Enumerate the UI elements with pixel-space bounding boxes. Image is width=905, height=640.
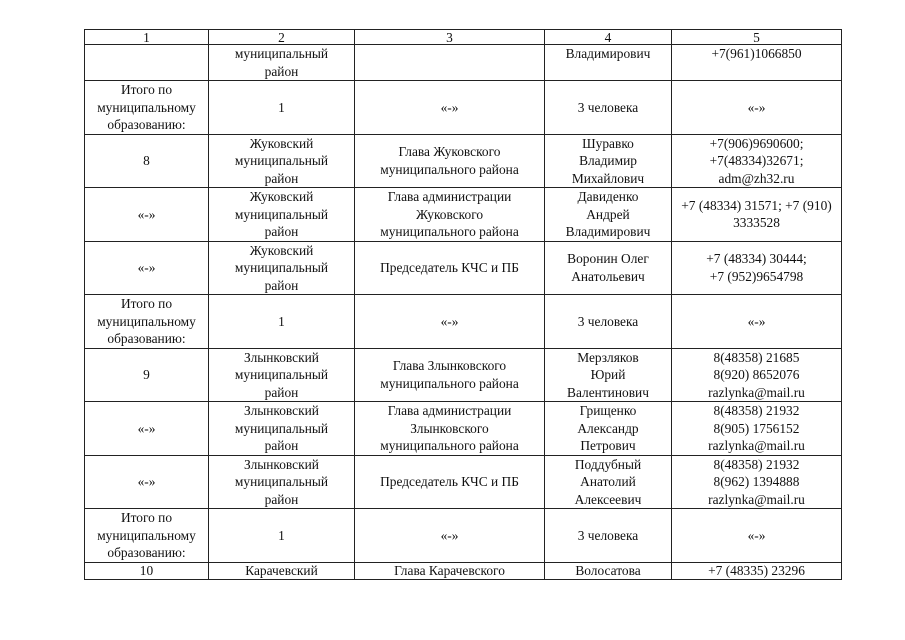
person-name-cell	[545, 509, 672, 563]
cell-line: «-»	[137, 206, 156, 222]
contacts-cell	[672, 295, 842, 349]
person-name-cell	[545, 295, 672, 349]
position-cell	[355, 188, 545, 242]
number-cell	[85, 188, 209, 242]
cell-line: 10	[139, 563, 154, 578]
cell-line: razlynka@mail.ru	[708, 438, 805, 453]
cell-line: Александр	[577, 420, 639, 436]
cell-line: Анатольевич	[571, 268, 645, 284]
cell-line: 1	[278, 99, 285, 115]
table-row	[85, 509, 842, 563]
person-name-cell	[545, 402, 672, 456]
person-name-cell	[545, 241, 672, 295]
cell-line: муниципальный	[234, 474, 329, 489]
table-row	[85, 295, 842, 349]
cell-line: Волосатова	[575, 563, 641, 578]
cell-line: Жуковского	[415, 206, 484, 222]
cell-line: муниципального района	[380, 438, 519, 453]
cell-line: «-»	[747, 527, 766, 543]
district-cell	[209, 402, 355, 456]
cell-line: образованию:	[107, 545, 186, 560]
cell-line: 8(48358) 21685	[713, 349, 800, 365]
contacts-table	[84, 29, 842, 580]
cell-line: Итого по	[120, 510, 173, 525]
table-row	[85, 81, 842, 135]
cell-line: +7 (48334) 30444;	[706, 251, 807, 267]
person-name-cell	[545, 562, 672, 579]
cell-line: Поддубный	[574, 456, 642, 472]
cell-line: 8(48358) 21932	[713, 456, 800, 472]
cell-line: район	[264, 277, 299, 293]
cell-line: район	[264, 384, 299, 400]
cell-line: район	[264, 63, 299, 79]
cell-line: 1	[278, 527, 285, 543]
number-cell	[85, 562, 209, 579]
cell-line: Петрович	[580, 438, 636, 453]
cell-line: +7(961)1066850	[711, 46, 802, 61]
district-cell	[209, 45, 355, 81]
cell-line: 3 человека	[577, 99, 639, 115]
cell-line: +7 (952)9654798	[709, 268, 804, 284]
position-cell	[355, 562, 545, 579]
cell-line: район	[264, 170, 299, 186]
person-name-cell	[545, 455, 672, 509]
cell-line: 3333528	[733, 215, 780, 231]
header-col-1: 1	[85, 30, 209, 45]
cell-line: муниципальный	[234, 367, 329, 382]
contacts-cell	[672, 402, 842, 456]
contacts-cell	[672, 509, 842, 563]
contacts-cell	[672, 348, 842, 402]
cell-line: Итого по	[120, 82, 173, 97]
district-cell	[209, 295, 355, 349]
position-cell	[355, 509, 545, 563]
cell-line: Злынковский	[244, 456, 319, 472]
table-row	[85, 134, 842, 188]
cell-line: образованию:	[107, 117, 186, 132]
cell-line: Жуковский	[249, 189, 314, 204]
number-cell	[85, 509, 209, 563]
contacts-cell	[672, 188, 842, 242]
cell-line: Глава администрации	[387, 403, 512, 418]
contacts-cell	[672, 562, 842, 579]
cell-line: «-»	[747, 99, 766, 115]
cell-line: Валентинович	[567, 384, 649, 400]
number-cell	[85, 295, 209, 349]
cell-line	[674, 63, 839, 81]
district-cell	[209, 81, 355, 135]
cell-line: Михайлович	[571, 170, 645, 186]
table-row	[85, 455, 842, 509]
person-name-cell	[545, 348, 672, 402]
position-cell	[355, 134, 545, 188]
position-cell	[355, 348, 545, 402]
number-cell	[85, 348, 209, 402]
cell-line	[357, 54, 542, 72]
header-col-5: 5	[672, 30, 842, 45]
cell-line: +7 (48334) 31571; +7 (910)	[681, 197, 832, 213]
cell-line: Злынковского	[410, 420, 489, 436]
cell-line: муниципальный	[234, 420, 329, 436]
header-col-3: 3	[355, 30, 545, 45]
cell-line: Владимирович	[565, 46, 651, 61]
cell-line: +7(48334)32671;	[709, 153, 804, 168]
cell-line: район	[264, 438, 299, 453]
cell-line: муниципальному	[97, 527, 196, 543]
table-row	[85, 188, 842, 242]
cell-line: «-»	[440, 313, 459, 329]
header-row	[85, 30, 842, 45]
cell-line: «-»	[440, 99, 459, 115]
cell-line	[87, 54, 206, 72]
number-cell	[85, 455, 209, 509]
number-cell	[85, 402, 209, 456]
header-col-4: 4	[545, 30, 672, 45]
cell-line: Председатель КЧС и ПБ	[380, 474, 519, 489]
cell-line: «-»	[747, 313, 766, 329]
table-row	[85, 402, 842, 456]
cell-line: Жуковский	[249, 242, 314, 258]
person-name-cell	[545, 134, 672, 188]
position-cell	[355, 455, 545, 509]
district-cell	[209, 455, 355, 509]
cell-line: «-»	[137, 260, 156, 275]
cell-line: Шуравко	[582, 135, 634, 151]
cell-line: муниципальный	[234, 153, 329, 168]
person-name-cell	[545, 45, 672, 81]
cell-line: adm@zh32.ru	[718, 170, 795, 186]
cell-line: Алексеевич	[574, 491, 642, 507]
cell-line: Владимир	[579, 153, 637, 168]
contacts-cell	[672, 45, 842, 81]
number-cell	[85, 45, 209, 81]
table-row	[85, 241, 842, 295]
cell-line: 8	[143, 153, 150, 168]
cell-line: 8(905) 1756152	[713, 420, 800, 436]
cell-line: +7(906)9690600;	[709, 135, 804, 151]
cell-line: Давиденко	[577, 189, 639, 204]
cell-line: 3 человека	[577, 313, 639, 329]
cell-line: Мерзляков	[577, 349, 639, 365]
cell-line: муниципальному	[97, 313, 196, 329]
district-cell	[209, 241, 355, 295]
cell-line	[547, 63, 669, 81]
cell-line: Глава администрации	[387, 189, 512, 204]
district-cell	[209, 188, 355, 242]
cell-line: муниципальный	[234, 260, 329, 275]
cell-line: «-»	[137, 474, 156, 489]
cell-line: 8(920) 8652076	[713, 367, 800, 382]
cell-line: Грищенко	[579, 403, 637, 418]
position-cell	[355, 295, 545, 349]
cell-line: 3 человека	[577, 527, 639, 543]
cell-line: Андрей	[586, 206, 630, 222]
district-cell	[209, 562, 355, 579]
table-row	[85, 562, 842, 579]
cell-line: Карачевский	[245, 563, 318, 578]
cell-line: 8(962) 1394888	[713, 474, 800, 489]
cell-line: район	[264, 224, 299, 239]
person-name-cell	[545, 188, 672, 242]
table-row	[85, 348, 842, 402]
cell-line: razlynka@mail.ru	[708, 491, 805, 507]
cell-line: 9	[143, 367, 150, 382]
cell-line: +7 (48335) 23296	[708, 563, 805, 578]
cell-line: образованию:	[107, 331, 186, 346]
cell-line: Глава Жуковского	[398, 144, 501, 160]
cell-line: Злынковский	[244, 403, 319, 418]
cell-line: муниципального района	[380, 161, 519, 177]
cell-line: муниципальный	[234, 206, 329, 222]
cell-line: Владимирович	[565, 224, 651, 239]
cell-line: Злынковский	[244, 349, 319, 365]
cell-line: Жуковский	[249, 135, 314, 151]
cell-line: муниципального района	[380, 375, 519, 391]
cell-line: Юрий	[590, 367, 626, 382]
cell-line: «-»	[137, 420, 156, 436]
cell-line: 1	[278, 313, 285, 329]
cell-line: Анатолий	[580, 474, 636, 489]
cell-line: 8(48358) 21932	[713, 403, 800, 418]
number-cell	[85, 241, 209, 295]
district-cell	[209, 134, 355, 188]
contacts-cell	[672, 81, 842, 135]
contacts-cell	[672, 134, 842, 188]
contacts-cell	[672, 455, 842, 509]
cell-line: Глава Злынковского	[392, 358, 507, 374]
position-cell	[355, 45, 545, 81]
number-cell	[85, 81, 209, 135]
cell-line: муниципальный	[234, 46, 329, 61]
cell-line: Председатель КЧС и ПБ	[380, 260, 519, 275]
number-cell	[85, 134, 209, 188]
position-cell	[355, 81, 545, 135]
cell-line: Глава Карачевского	[394, 563, 505, 578]
cell-line: Воронин Олег	[567, 251, 649, 267]
cell-line: «-»	[440, 527, 459, 543]
position-cell	[355, 402, 545, 456]
cell-line: Итого по	[120, 296, 173, 311]
table-row	[85, 45, 842, 81]
district-cell	[209, 348, 355, 402]
cell-line: razlynka@mail.ru	[708, 384, 805, 400]
person-name-cell	[545, 81, 672, 135]
cell-line: муниципального района	[380, 224, 519, 239]
cell-line: муниципальному	[97, 99, 196, 115]
position-cell	[355, 241, 545, 295]
district-cell	[209, 509, 355, 563]
header-col-2: 2	[209, 30, 355, 45]
contacts-cell	[672, 241, 842, 295]
cell-line: район	[264, 491, 299, 507]
